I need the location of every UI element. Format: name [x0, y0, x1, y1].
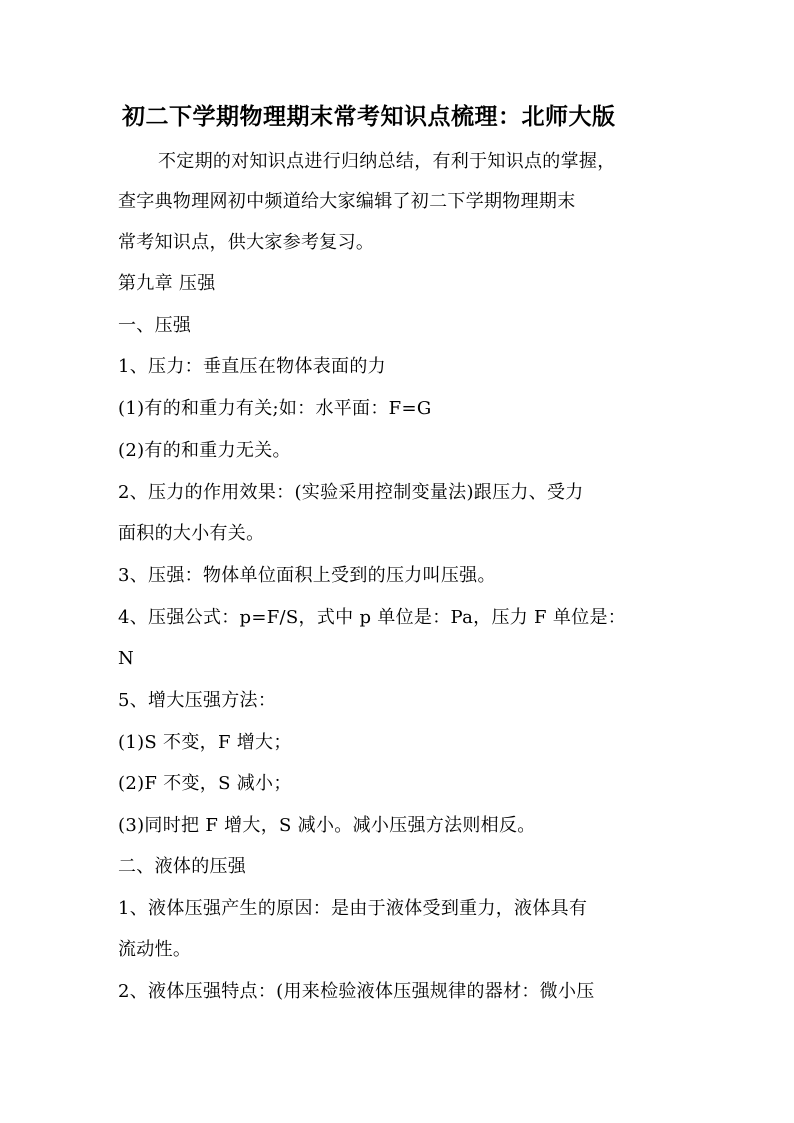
list-item: (1)S 不变，F 增大； [118, 732, 292, 753]
list-item: 流动性。 [118, 939, 192, 960]
list-item: (2)有的和重力无关。 [118, 440, 291, 461]
list-item: N [118, 648, 135, 669]
list-item: (1)有的和重力有关;如：水平面：F=G [118, 398, 432, 419]
document-title: 初二下学期物理期末常考知识点梳理：北师大版 [122, 103, 616, 130]
list-item: 面积的大小有关。 [118, 523, 265, 544]
section-heading-1: 一、压强 [118, 315, 192, 336]
paragraph-line-1: 不定期的对知识点进行归纳总结，有利于知识点的掌握， [158, 151, 616, 172]
list-item: 2、液体压强特点：(用来检验液体压强规律的器材：微小压 [118, 981, 595, 1002]
list-item: 2、压力的作用效果：(实验采用控制变量法)跟压力、受力 [118, 482, 584, 503]
paragraph-line-3: 常考知识点，供大家参考复习。 [118, 232, 375, 253]
list-item: 5、增大压强方法： [118, 690, 277, 711]
section-heading-2: 二、液体的压强 [118, 856, 247, 877]
list-item: (2)F 不变，S 减小； [118, 773, 292, 794]
list-item: 1、压力：垂直压在物体表面的力 [118, 356, 386, 377]
list-item: 1、液体压强产生的原因：是由于液体受到重力，液体具有 [118, 898, 588, 919]
list-item: 3、压强：物体单位面积上受到的压力叫压强。 [118, 565, 496, 586]
chapter-heading: 第九章 压强 [118, 273, 216, 294]
list-item: 4、压强公式：p=F/S，式中 p 单位是：Pa，压力 F 单位是： [118, 607, 627, 628]
paragraph-line-2: 查字典物理网初中频道给大家编辑了初二下学期物理期末 [118, 191, 576, 212]
list-item: (3)同时把 F 增大，S 减小。减小压强方法则相反。 [118, 815, 536, 836]
